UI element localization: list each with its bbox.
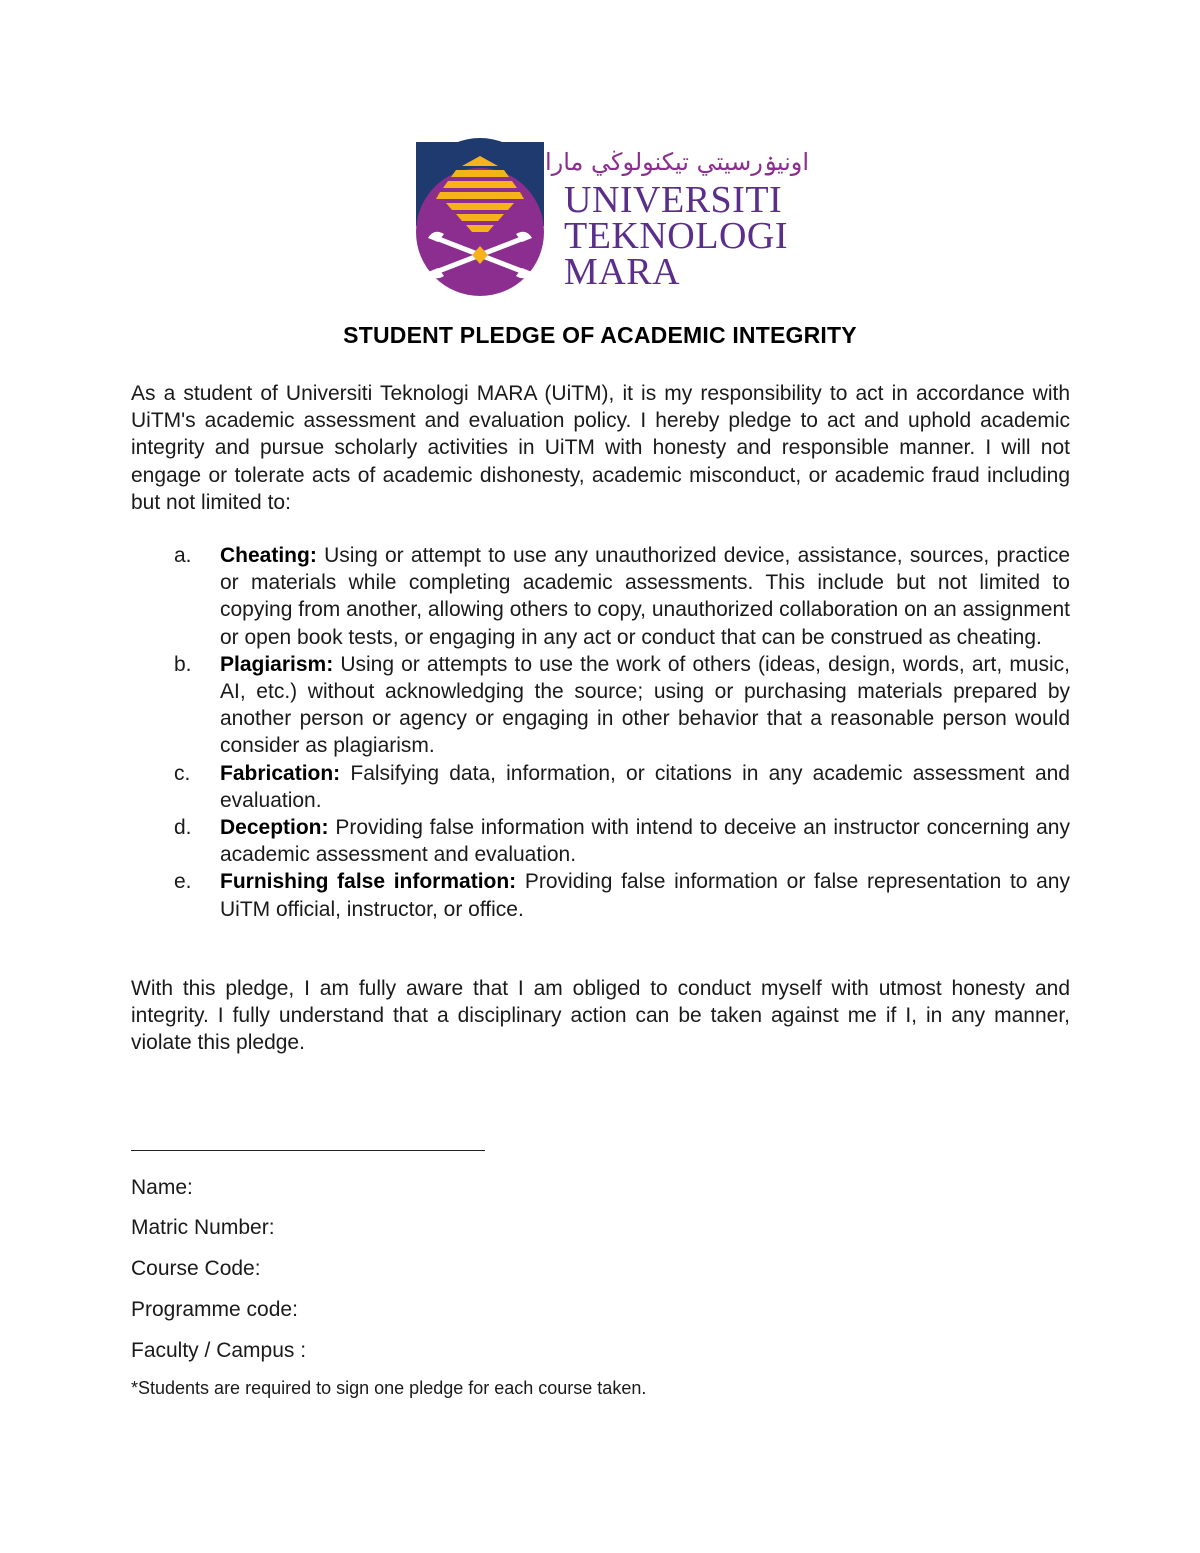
programme-code-field-label: Programme code: <box>131 1298 298 1321</box>
list-marker: a. <box>174 544 192 567</box>
jawi-script-logo <box>544 144 810 178</box>
matric-number-field-label: Matric Number: <box>131 1216 275 1239</box>
misconduct-list <box>131 542 1070 923</box>
list-text: Using or attempt to use any unauthorized device, assistance, sources, practice or materials while completing academic assessments. This include but not limited to copying from another, allowing others to copy, unauthorized collaboration on an assignment or open book tests, or engaging in any act or conduct that can be construed as cheating. <box>220 544 1070 649</box>
closing-paragraph: With this pledge, I am fully aware that I am obliged to conduct myself with utmost honesty and integrity. I fully understand that a disciplinary action can be taken against me if I, in any manner, violate this pledge. <box>131 977 1070 1055</box>
list-term: Cheating: <box>220 544 317 567</box>
list-marker: e. <box>174 870 192 894</box>
list-marker: c. <box>174 761 191 785</box>
name-field-label: Name: <box>131 1176 193 1199</box>
list-item-deception <box>131 814 1070 868</box>
footnote: *Students are required to sign one pledge for each course taken. <box>131 1378 647 1398</box>
jawi-text: اونيۏرسيتي تيكنولوڬي مارا <box>544 148 810 176</box>
list-text: Using or attempts to use the work of others (ideas, design, words, art, music, AI, etc.) without acknowledging the source; using or purchasing materials prepared by another person or agency or engaging in other behavior that a reasonable person would consider as plagiarism. <box>220 652 1070 758</box>
page-title: STUDENT PLEDGE OF ACADEMIC INTEGRITY <box>343 322 857 348</box>
list-term: Plagiarism: <box>220 652 334 676</box>
uitm-emblem-icon <box>416 142 544 298</box>
course-code-field-label: Course Code: <box>131 1257 261 1280</box>
faculty-campus-field-label: Faculty / Campus : <box>131 1339 307 1362</box>
list-term: Fabrication: <box>220 761 341 785</box>
uitm-logo <box>416 142 810 300</box>
logo-wordmark <box>564 179 789 293</box>
list-item-plagiarism <box>131 651 1070 760</box>
logo-line-teknologi: TEKNOLOGI <box>564 215 789 257</box>
list-item-furnishing-false-information <box>131 868 1070 922</box>
list-term: Furnishing false information: <box>220 870 517 894</box>
list-marker: d. <box>174 816 192 840</box>
list-marker: b. <box>174 652 192 676</box>
logo-line-mara: MARA <box>564 251 681 293</box>
list-text: Providing false information with intend to deceive an instructor concerning any academic assessment and evaluation. <box>220 816 1070 867</box>
list-text: Falsifying data, information, or citations in any academic assessment and evaluation. <box>220 761 1070 812</box>
list-item-cheating <box>131 542 1070 651</box>
list-text: Providing false information or false representation to any UiTM official, instructor, or office. <box>220 870 1070 921</box>
signature-line[interactable] <box>131 1150 485 1151</box>
logo-line-universiti: UNIVERSITI <box>564 179 783 221</box>
intro-paragraph: As a student of Universiti Teknologi MARA (UiTM), it is my responsibility to act in accordance with UiTM's academic assessment and evaluation policy. I hereby pledge to act and uphold academic integrity and pursue scholarly activities in UiTM with honesty and responsible manner. I will not engage or tolerate acts of academic dishonesty, academic misconduct, or academic fraud including but not limited to: <box>131 382 1070 514</box>
list-item-fabrication <box>131 760 1070 814</box>
list-term: Deception: <box>220 816 329 840</box>
